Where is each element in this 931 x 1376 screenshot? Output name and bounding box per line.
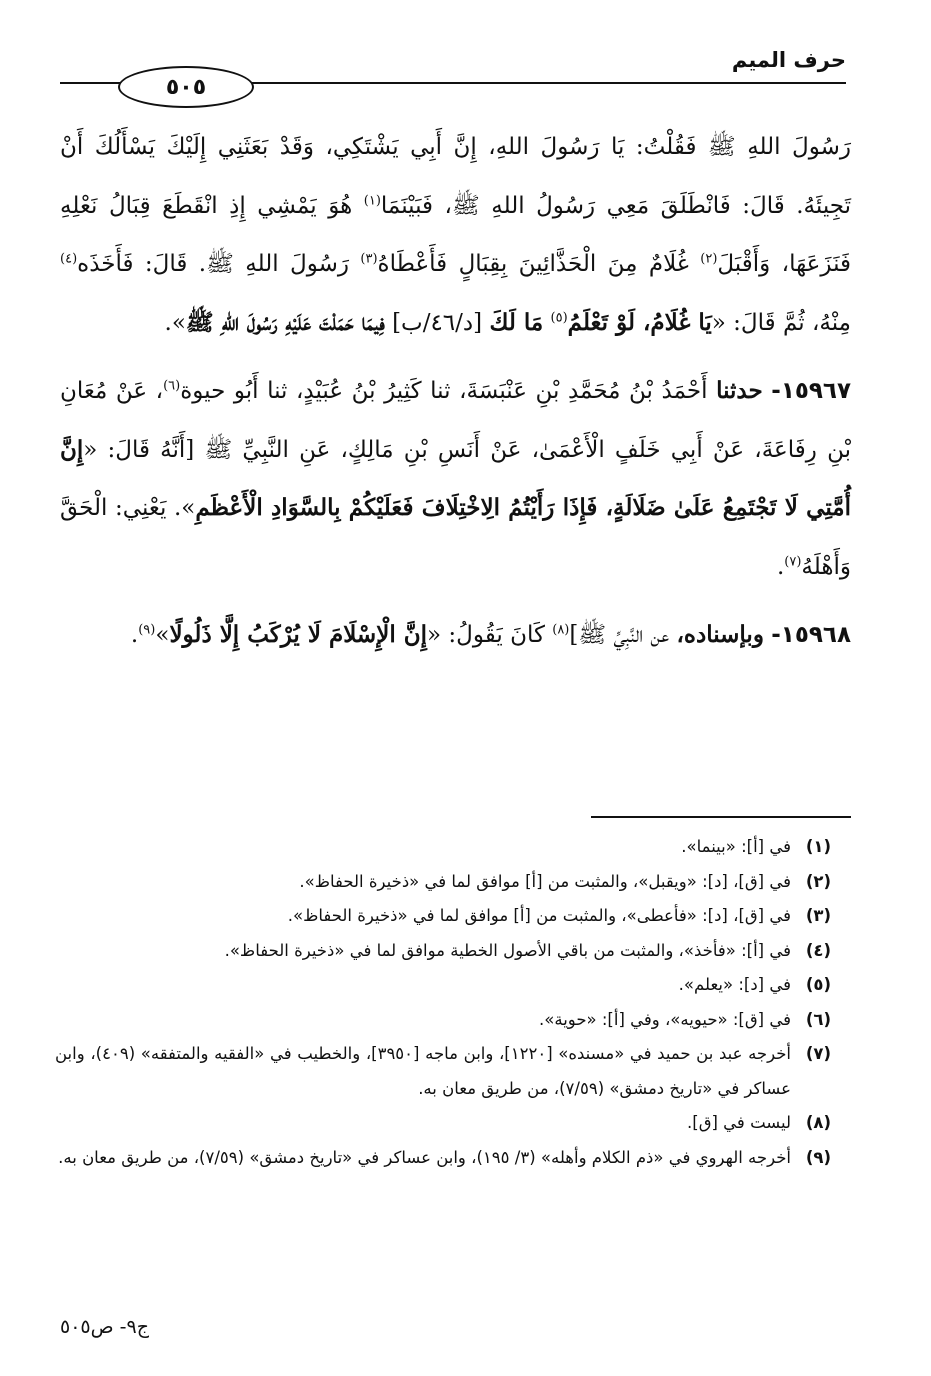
footnote-text: أخرجه عبد بن حميد في «مسنده» [١٢٢٠]، وابن ماجه [٣٩٥٠]، والخطيب في «الفقيه والمتفقه» (٤٠٩)، وابن عساكر في «تاريخ دمشق» (٧/٥٩)، من طريق معان به. [55, 1044, 792, 1098]
footnote-text: في [أ]: «فأخذ»، والمثبت من باقي الأصول الخطية موافق لما في «ذخيرة الحفاظ». [224, 940, 791, 960]
text-line: رَسُولَ اللهِ ﷺ فَقُلْتُ: يَا رَسُولَ اللهِ، إِنَّ أَبِي يَشْتَكِي، وَقَدْ بَعَثَنِي إِلَيْكَ يَسْأَلُكَ أَنْ [60, 134, 851, 160]
text-line: تَجِيئَهُ. قَالَ: فَانْطَلَقَ مَعِي رَسُولُ اللهِ ﷺ، فَبَيْنَمَا [380, 192, 852, 219]
footnote-number: (٦) [805, 1009, 831, 1029]
chain-lead: حدثنا [716, 377, 763, 404]
footnote-ref[interactable]: (٥) [550, 309, 568, 325]
footnote-ref[interactable]: (١) [363, 192, 381, 208]
footnote-ref[interactable]: (٨) [552, 622, 570, 638]
text-line: فَأَخَذَه [77, 251, 134, 277]
footnote-text: ليست في [ق]. [687, 1113, 791, 1132]
footnote-text: في [ق]: «حيويه»، وفي [أ]: «حوية». [539, 1009, 791, 1029]
footnote-separator [591, 816, 851, 818]
footnote-number: (٤) [805, 940, 831, 960]
footnote-ref[interactable]: (٦) [163, 378, 181, 394]
footnote [55, 1141, 831, 1176]
hadith-text: يَا غُلَامُ، لَوْ تَعْلَمُ [567, 308, 712, 336]
hadith-text: إِنَّ الْإِسْلَامَ لَا يُرْكَبُ إِلَّا ذَلُولًا [169, 621, 427, 648]
footnote-number: (٩) [805, 1147, 831, 1167]
footnote-text: في [أ]: «بينما». [681, 837, 791, 856]
footnote-text: في [د]: «يعلم». [678, 975, 791, 994]
footnote-text: في [ق]، [د]: «فأعطى»، والمثبت من [أ] موافق لما في «ذخيرة الحفاظ». [287, 906, 791, 925]
hadith-number: ١٥٩٦٨- [771, 622, 851, 648]
punctuation: . [130, 622, 139, 648]
page-header [60, 38, 846, 100]
chain-lead: وبإسناده، [676, 621, 764, 648]
text-line: غُلَامٌ مِنَ الْحَذَّائِينَ بِقِبَالٍ فَأَعْطَاهُ [377, 251, 689, 277]
paragraph-3 [60, 606, 851, 665]
hadith-number: ١٥٩٦٧- [771, 378, 852, 404]
footnote [55, 934, 831, 969]
footnote [55, 899, 831, 934]
footnote [55, 1037, 831, 1106]
footnote-ref[interactable]: (٩) [138, 622, 156, 638]
section-title: حرف الميم [731, 48, 846, 72]
footnote-ref[interactable]: (٢) [700, 251, 718, 267]
isnad-text: ، عَنْ مُعَانِ بْنِ رِفَاعَةَ، عَنْ أَبِي خَلَفٍ الْأَعْمَىٰ، عَنْ أَنَسِ بْنِ مَالِكٍ، عَنِ النَّبِيِّ ﷺ [أَنَّهُ قَالَ: « [60, 378, 851, 463]
hadith-text: إِنَّ أُمَّتِي لَا تَجْتَمِعُ عَلَىٰ ضَلَالَةٍ، فَإِذَا رَأَيْتُمُ الِاخْتِلَافَ فَعَلَيْكُمْ بِالسَّوَادِ الْأَعْظَمِ [60, 435, 851, 521]
text-line: فَنَزَعَهَا، وَأَقْبَلَ [717, 251, 852, 277]
footnote [55, 1003, 831, 1038]
footnote [55, 1106, 831, 1141]
text-line: كَانَ يَقُولُ: « [427, 622, 545, 648]
footnote-number: (٥) [805, 975, 831, 994]
footnote-number: (٧) [805, 1044, 831, 1063]
footnote-number: (١) [805, 837, 831, 856]
hadith-text: فِيمَا حَمَلْتَ عَلَيْهِ رَسُولَ اللهِ ﷺ [185, 308, 385, 336]
paragraph-2 [60, 362, 851, 596]
footnote [55, 968, 831, 1003]
footnote-number: (٨) [805, 1113, 831, 1132]
text-line: مِنْهُ، ثُمَّ قَالَ: « [711, 309, 851, 336]
punctuation: . [776, 553, 785, 580]
punctuation: ». [164, 309, 186, 336]
footnote-ref[interactable]: (٤) [60, 251, 78, 267]
manuscript-ref: [د/٤٦/ب] [392, 309, 483, 336]
text-line: » [155, 622, 170, 648]
footnote [55, 830, 831, 865]
volume-page-reference: ج٩- ص٥٠٥ [60, 1316, 149, 1338]
footnote-text: أخرجه الهروي في «ذم الكلام وأهله» (٣/ ١٩٥)، وابن عساكر في «تاريخ دمشق» (٧/٥٩)، من طريق معان به. [58, 1147, 791, 1167]
isnad-text: عن النَّبِيِّ ﷺ] [569, 622, 670, 648]
footnote-text: في [ق]، [د]: «ويقبل»، والمثبت من [أ] موافق لما في «ذخيرة الحفاظ». [299, 871, 791, 891]
text-line: هُوَ يَمْشِي إِذِ انْقَطَعَ قِبَالُ نَعْلِهِ [60, 192, 353, 219]
footnote-number: (٣) [805, 906, 831, 925]
footnote [55, 865, 831, 900]
footnote-ref[interactable]: (٣) [360, 251, 378, 267]
main-text [60, 118, 851, 665]
paragraph-1 [60, 118, 851, 352]
text-line: رَسُولَ اللهِ ﷺ. قَالَ: [144, 251, 349, 277]
page-number: ٥٠٥ [118, 66, 254, 108]
text-line: ». يَعْنِي: الْحَقَّ وَأَهْلَهُ [60, 495, 851, 580]
footnote-number: (٢) [805, 871, 831, 891]
footnotes [55, 830, 831, 1175]
isnad-text: أَحْمَدُ بْنُ مُحَمَّدِ بْنِ عَنْبَسَةَ، ثنا كَثِيرُ بْنُ عُبَيْدٍ، ثنا أَبُو حيوة [180, 378, 708, 404]
footnote-ref[interactable]: (٧) [784, 553, 802, 569]
hadith-text: مَا لَكَ [489, 308, 544, 336]
